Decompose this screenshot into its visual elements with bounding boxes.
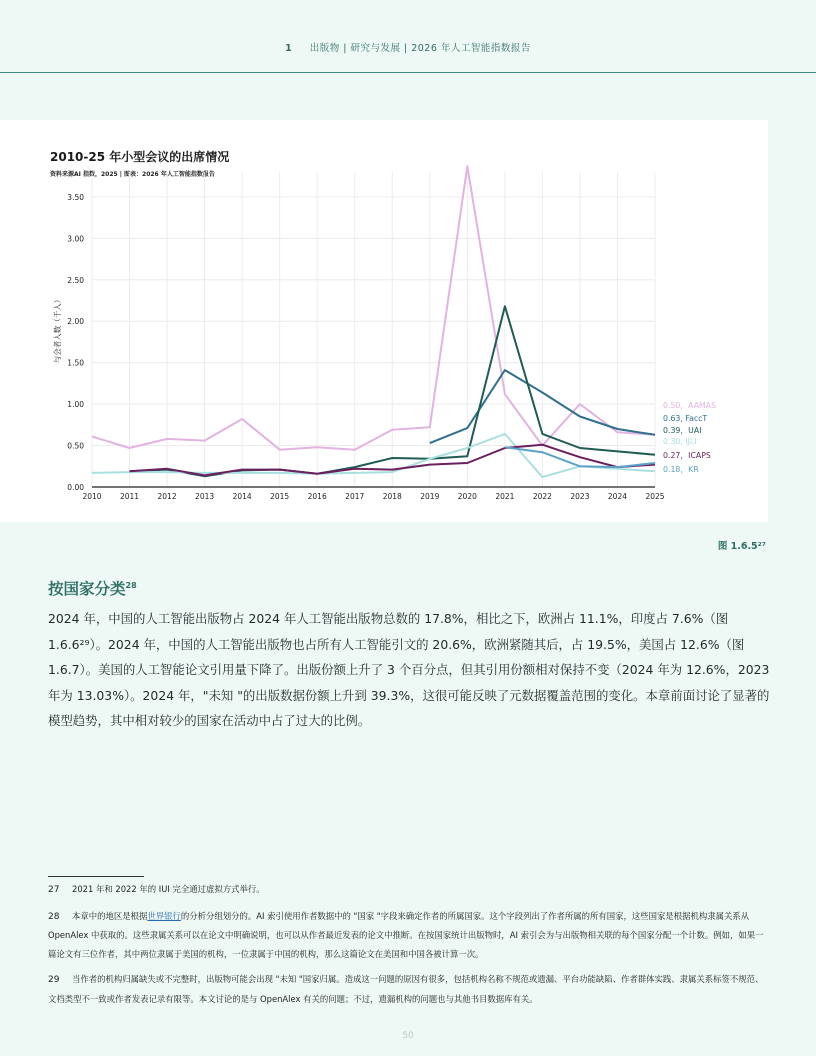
x-tick-label: 2013 [195, 492, 215, 501]
x-tick-label: 2020 [457, 492, 477, 501]
series-end-label: 0.39，UAI [663, 426, 702, 435]
footnote-28 [48, 907, 770, 964]
series-end-label: 0.50，AAMAS [663, 401, 717, 410]
series-end-label: 0.18，KR [663, 465, 699, 474]
y-tick-label: 1.00 [67, 400, 84, 410]
x-tick-label: 2019 [420, 492, 440, 501]
x-tick-label: 2015 [270, 492, 290, 501]
header-title: 出版物 | 研究与发展 | 2026 年人工智能指数报告 [309, 43, 531, 54]
x-tick-label: 2024 [607, 492, 628, 501]
line-chart [0, 120, 768, 522]
footnote-text-pre: 本章中的地区是根据 [72, 910, 148, 921]
series-end-label: 0.30, IJLI [663, 437, 697, 446]
x-tick-label: 2022 [532, 492, 552, 501]
y-tick-label: 3.50 [67, 192, 84, 202]
x-tick-label: 2011 [119, 492, 140, 501]
y-tick-label: 3.00 [67, 234, 84, 244]
x-tick-label: 2012 [157, 492, 177, 501]
x-tick-label: 2021 [495, 492, 515, 501]
footnotes [48, 880, 770, 1015]
footnote-text-post: 的分析分组划分的。AI 索引使用作者数据中的 "国家 "字段来确定作者的所属国家。这个字段列出了作者所属的所有国家，这些国家是根据机构隶属关系从 OpenAlex 中获取的。这些隶属关系可以在论文中明确说明，也可以从作者最近发表的论文中推断。在按国家统计出版物时，AI 索引会为与出版物相关联的每个国家分配一个计数。例如，如果一篇论文有三位作者，其中两位隶属于美国的机构，一位隶属于中国的机构，那么这篇论文在美国和中国各被计算一次。 [48, 910, 764, 959]
footnote-text: 2021 年和 2022 年的 IUI 完全通过虚拟方式举行。 [72, 884, 265, 894]
header-text [0, 40, 816, 54]
chart-source: 资料来源AI 指数，2025 | 图表：2026 年人工智能指数报告 [50, 171, 215, 178]
y-tick-label: 2.50 [67, 275, 84, 285]
x-tick-label: 2016 [307, 492, 327, 501]
section-title [48, 577, 137, 599]
footnote-text: 当作者的机构归属缺失或不完整时，出版物可能会出现 "未知 "国家归属。造成这一问题的原因有很多，包括机构名称不规范或遗漏、平台功能缺陷、作者群体实践、隶属关系标签不规范、文档类型不一致或作者发表记录有限等。本文讨论的是与 OpenAlex 有关的问题；不过，遗漏机构的问题也与其他书目数据库有关。 [48, 974, 764, 1004]
section-footnote-ref: 28 [125, 580, 137, 590]
x-tick-label: 2014 [232, 492, 252, 501]
series-line-aamas [92, 166, 655, 450]
chart-title: 2010-25 年小型会议的出席情况 [50, 150, 230, 164]
page-header [0, 0, 816, 73]
x-tick-label: 2017 [345, 492, 365, 501]
page-number: 50 [402, 1031, 414, 1041]
series-end-label: 0.27，ICAPS [663, 451, 711, 460]
footnote-divider [48, 876, 144, 877]
x-tick-label: 2018 [382, 492, 402, 501]
figure-label: 图 1.6.5²⁷ [717, 541, 766, 552]
footnote-27 [48, 880, 770, 900]
footnote-number: 29 [48, 975, 60, 985]
body-paragraph: 2024 年，中国的人工智能出版物占 2024 年人工智能出版物总数的 17.8%，相比之下，欧洲占 11.1%，印度占 7.6%（图 1.6.6²⁹）。2024 年，中国的人工智能出版物也占所有人工智能引文的 20.6%，欧洲紧随其后，占 19.5%，美国占 12.6%（图 1.6.7）。美国的人工智能论文引用量下降了。出版份额上升了 3 个百分点，但其引用份额相对保持不变（2024 年为 12.6%，2023 年为 13.03%）。2024 年，"未知 "的出版数据份额上升到 39.3%，这很可能反映了元数据覆盖范围的变化。本章前面讨论了显著的模型趋势，其中相对较少的国家在活动中占了过大的比例。 [48, 611, 770, 729]
y-axis-label: 与会者人数（千人） [53, 295, 62, 364]
x-tick-label: 2023 [570, 492, 590, 501]
chapter-number: 1 [285, 43, 293, 54]
y-tick-label: 2.00 [67, 317, 84, 327]
x-tick-label: 2025 [645, 492, 665, 501]
section-title-text: 按国家分类 [48, 580, 126, 598]
footnote-number: 27 [48, 885, 60, 895]
y-tick-label: 1.50 [67, 358, 84, 368]
chart-card [0, 120, 768, 522]
y-tick-label: 0.00 [67, 483, 84, 492]
y-tick-label: 0.50 [67, 441, 84, 451]
x-tick-label: 2010 [82, 492, 102, 501]
series-end-label: 0.63, FaccT [663, 414, 708, 423]
world-bank-link[interactable]: 世界银行 [147, 910, 181, 921]
footnote-29 [48, 970, 770, 1008]
footnote-number: 28 [48, 911, 60, 922]
